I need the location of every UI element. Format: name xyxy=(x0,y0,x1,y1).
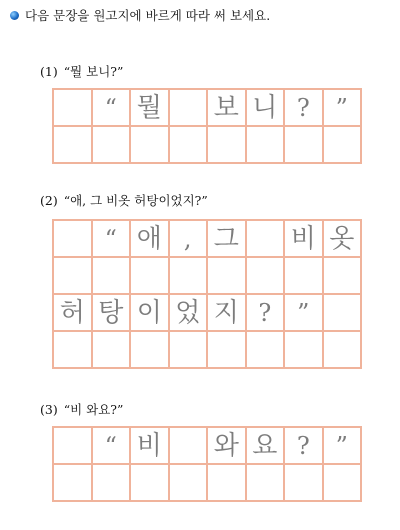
grid-cell-empty[interactable] xyxy=(324,465,363,502)
grid-cell-empty[interactable] xyxy=(93,465,132,502)
grid-cell-empty[interactable] xyxy=(170,428,209,465)
grid-cell-empty[interactable] xyxy=(131,465,170,502)
grid-cell-filled[interactable]: 지 xyxy=(208,295,247,332)
bullet-icon xyxy=(10,11,19,20)
grid-cell-empty[interactable] xyxy=(170,127,209,164)
instruction-text: 다음 문장을 원고지에 바르게 따라 써 보세요. xyxy=(25,8,271,23)
grid-cell-empty[interactable] xyxy=(285,465,324,502)
grid-cell-filled[interactable]: ” xyxy=(324,428,363,465)
grid-cell-empty[interactable] xyxy=(54,332,93,369)
grid-cell-empty[interactable] xyxy=(54,127,93,164)
grid-cell-empty[interactable] xyxy=(247,221,286,258)
grid-cell-empty[interactable] xyxy=(54,90,93,127)
grid-cell-empty[interactable] xyxy=(93,127,132,164)
grid-cell-filled[interactable]: ” xyxy=(324,90,363,127)
exercise-number: (3) xyxy=(40,402,58,417)
grid-cell-empty[interactable] xyxy=(170,258,209,295)
grid-cell-empty[interactable] xyxy=(324,295,363,332)
grid-cell-filled[interactable]: 비 xyxy=(285,221,324,258)
grid-cell-empty[interactable] xyxy=(208,258,247,295)
exercise-3-grid xyxy=(52,426,362,502)
grid-cell-empty[interactable] xyxy=(54,221,93,258)
grid-cell-filled[interactable]: 그 xyxy=(208,221,247,258)
grid-cell-empty[interactable] xyxy=(208,332,247,369)
grid-cell-filled[interactable]: “ xyxy=(93,221,132,258)
grid-cell-empty[interactable] xyxy=(54,258,93,295)
grid-cell-empty[interactable] xyxy=(93,258,132,295)
grid-cell-empty[interactable] xyxy=(324,332,363,369)
exercise-3-prompt xyxy=(40,400,123,418)
grid-cell-filled[interactable]: 와 xyxy=(208,428,247,465)
grid-cell-filled[interactable]: 애 xyxy=(131,221,170,258)
exercise-sentence: “애, 그 비옷 허탕이었지?” xyxy=(63,193,208,208)
grid-cell-filled[interactable]: 옷 xyxy=(324,221,363,258)
grid-cell-empty[interactable] xyxy=(285,332,324,369)
grid-cell-empty[interactable] xyxy=(285,127,324,164)
grid-cell-filled[interactable]: “ xyxy=(93,90,132,127)
grid-cell-empty[interactable] xyxy=(324,258,363,295)
grid-cell-empty[interactable] xyxy=(131,127,170,164)
exercise-1-grid xyxy=(52,88,362,164)
grid-cell-empty[interactable] xyxy=(170,332,209,369)
grid-cell-empty[interactable] xyxy=(131,332,170,369)
grid-cell-filled[interactable]: 요 xyxy=(247,428,286,465)
grid-cell-filled[interactable]: ” xyxy=(285,295,324,332)
grid-cell-filled[interactable]: 비 xyxy=(131,428,170,465)
grid-cell-empty[interactable] xyxy=(54,428,93,465)
grid-cell-filled[interactable]: 었 xyxy=(170,295,209,332)
grid-cell-filled[interactable]: ? xyxy=(285,428,324,465)
grid-cell-empty[interactable] xyxy=(170,465,209,502)
grid-cell-empty[interactable] xyxy=(247,258,286,295)
grid-cell-empty[interactable] xyxy=(285,258,324,295)
exercise-sentence: “비 와요?” xyxy=(63,402,124,417)
grid-cell-filled[interactable]: 탕 xyxy=(93,295,132,332)
instruction xyxy=(10,6,270,24)
grid-cell-filled[interactable]: 허 xyxy=(54,295,93,332)
exercise-1-prompt xyxy=(40,62,123,80)
grid-cell-empty[interactable] xyxy=(54,465,93,502)
exercise-sentence: “뭘 보니?” xyxy=(63,64,124,79)
exercise-2-prompt xyxy=(40,191,208,209)
grid-cell-filled[interactable]: 뭘 xyxy=(131,90,170,127)
grid-cell-filled[interactable]: “ xyxy=(93,428,132,465)
grid-cell-empty[interactable] xyxy=(93,332,132,369)
grid-cell-filled[interactable]: 보 xyxy=(208,90,247,127)
grid-cell-empty[interactable] xyxy=(247,465,286,502)
grid-cell-empty[interactable] xyxy=(247,127,286,164)
grid-cell-empty[interactable] xyxy=(247,332,286,369)
grid-cell-empty[interactable] xyxy=(208,465,247,502)
grid-cell-filled[interactable]: ? xyxy=(247,295,286,332)
exercise-number: (2) xyxy=(40,193,58,208)
grid-cell-empty[interactable] xyxy=(324,127,363,164)
grid-cell-empty[interactable] xyxy=(131,258,170,295)
grid-cell-filled[interactable]: 니 xyxy=(247,90,286,127)
grid-cell-filled[interactable]: ? xyxy=(285,90,324,127)
grid-cell-empty[interactable] xyxy=(170,90,209,127)
grid-cell-filled[interactable]: , xyxy=(170,221,209,258)
exercise-number: (1) xyxy=(40,64,58,79)
grid-cell-empty[interactable] xyxy=(208,127,247,164)
grid-cell-filled[interactable]: 이 xyxy=(131,295,170,332)
exercise-2-grid xyxy=(52,219,362,369)
